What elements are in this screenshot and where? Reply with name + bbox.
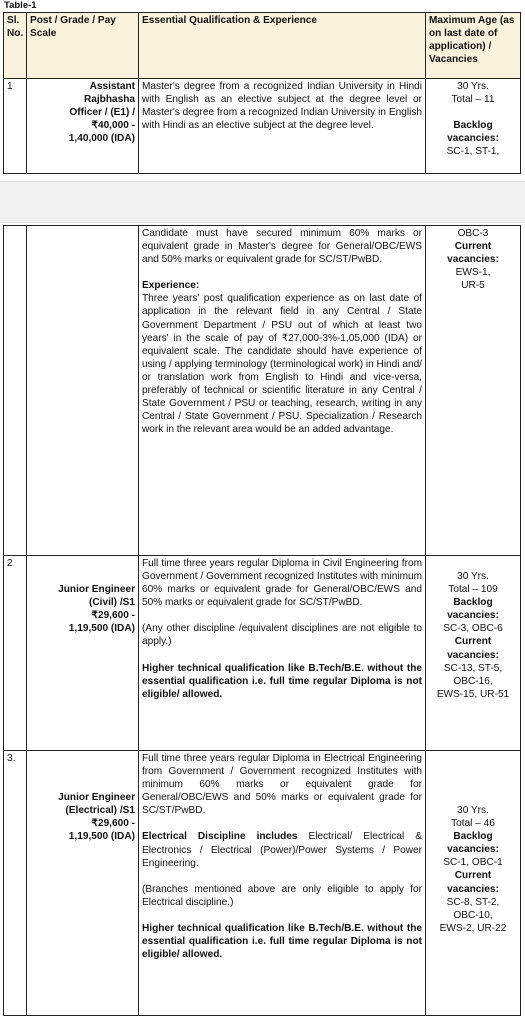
header-max-age: Maximum Age (as on last date of application) / Vacancies <box>426 13 521 79</box>
row2-post: Junior Engineer (Civil) /S1 ₹29,600 - 1,19,500 (IDA) <box>27 556 139 751</box>
row1cont-qualification: Candidate must have secured minimum 60% marks or equivalent grade in Master's degree for General/OBC/EWS and 50% marks or equivalent grade for SC/ST/PwBD. Experience: Three years' post qualification experience as on last date of application in the relevant field in any Central / State Government Department / PSU out of which at least two years' in the scale of pay of ₹27,000-3%-1,05,000 (IDA) or equivalent scale. The candidate should have experience of using / applying terminology (terminological work) in Hindi and/ or translation work from English to Hindi and vice-versa, preferably of technical or scientific literature in any Central / State Government / PSU or teaching, research, writing in any Central / State Government / PSU. Specialization / Research work in the relevant area would be an added advantage. <box>139 226 426 556</box>
qualification-table-bottom <box>3 225 521 1016</box>
header-post: Post / Grade / Pay Scale <box>27 13 139 79</box>
row1cont-sl-no <box>4 226 27 556</box>
row3-qualification: Full time three years regular Diploma in Electrical Engineering from Government / Government recognized Institutes with minimum 60% marks or equivalent grade for General/OBC/EWS and 50% marks or equivalent grade for SC/ST/PwBD. Electrical Discipline includes Electrical/ Electrical & Electronics / Electrical (Power)/Power Systems / Power Engineering. (Branches mentioned above are only eligible to apply for Electrical discipline.) Higher technical qualification like B.Tech/B.E. without the essential qualification i.e. full time regular Diploma is not eligible/ allowed. <box>139 751 426 1016</box>
table-caption: Table-1 <box>4 0 37 11</box>
qualification-table-top <box>3 12 521 174</box>
row3-sl-no: 3. <box>4 751 27 1016</box>
row1-sl-no: 1 <box>4 79 27 174</box>
row3-vacancies: 30 Yrs. Total – 46 Backlog vacancies: SC-1, OBC-1 Current vacancies: SC-8, ST-2, OBC-10, EWS-2, UR-22 <box>426 751 521 1016</box>
header-qualification: Essential Qualification & Experience <box>139 13 426 79</box>
row2-vacancies: 30 Yrs. Total – 109 Backlog vacancies: SC-3, OBC-6 Current vacancies: SC-13, ST-5, OBC-16, EWS-15, UR-51 <box>426 556 521 751</box>
table-header-row <box>4 13 521 79</box>
table-row <box>4 556 521 751</box>
row3-post: Junior Engineer (Electrical) /S1 ₹29,600 - 1,19,500 (IDA) <box>27 751 139 1016</box>
table-row <box>4 226 521 556</box>
table-row <box>4 751 521 1016</box>
header-sl-no: Sl. No. <box>4 13 27 79</box>
table-row <box>4 79 521 174</box>
row2-qualification: Full time three years regular Diploma in Civil Engineering from Government / Government recognized Institutes with minimum 60% marks or equivalent grade for General/OBC/EWS and 50% marks or equivalent grade for SC/ST/PwBD. (Any other discipline /equivalent disciplines are not eligible to apply.) Higher technical qualification like B.Tech/B.E. without the essential qualification i.e. full time regular Diploma is not eligible/ allowed. <box>139 556 426 751</box>
row1-qualification: Master's degree from a recognized Indian University in Hindi with English as an elective subject at the degree level or Master's degree from a recognized Indian University in English with Hindi as an elective subject at the degree level. <box>139 79 426 174</box>
row1-vacancies: 30 Yrs. Total – 11 Backlog vacancies: SC-1, ST-1, <box>426 79 521 174</box>
row2-sl-no: 2 <box>4 556 27 751</box>
row1cont-post <box>27 226 139 556</box>
row1cont-vacancies: OBC-3 Current vacancies: EWS-1, UR-5 <box>426 226 521 556</box>
row1-post: Assistant Rajbhasha Officer / (E1) / ₹40,000 - 1,40,000 (IDA) <box>27 79 139 174</box>
page-break <box>0 181 525 223</box>
